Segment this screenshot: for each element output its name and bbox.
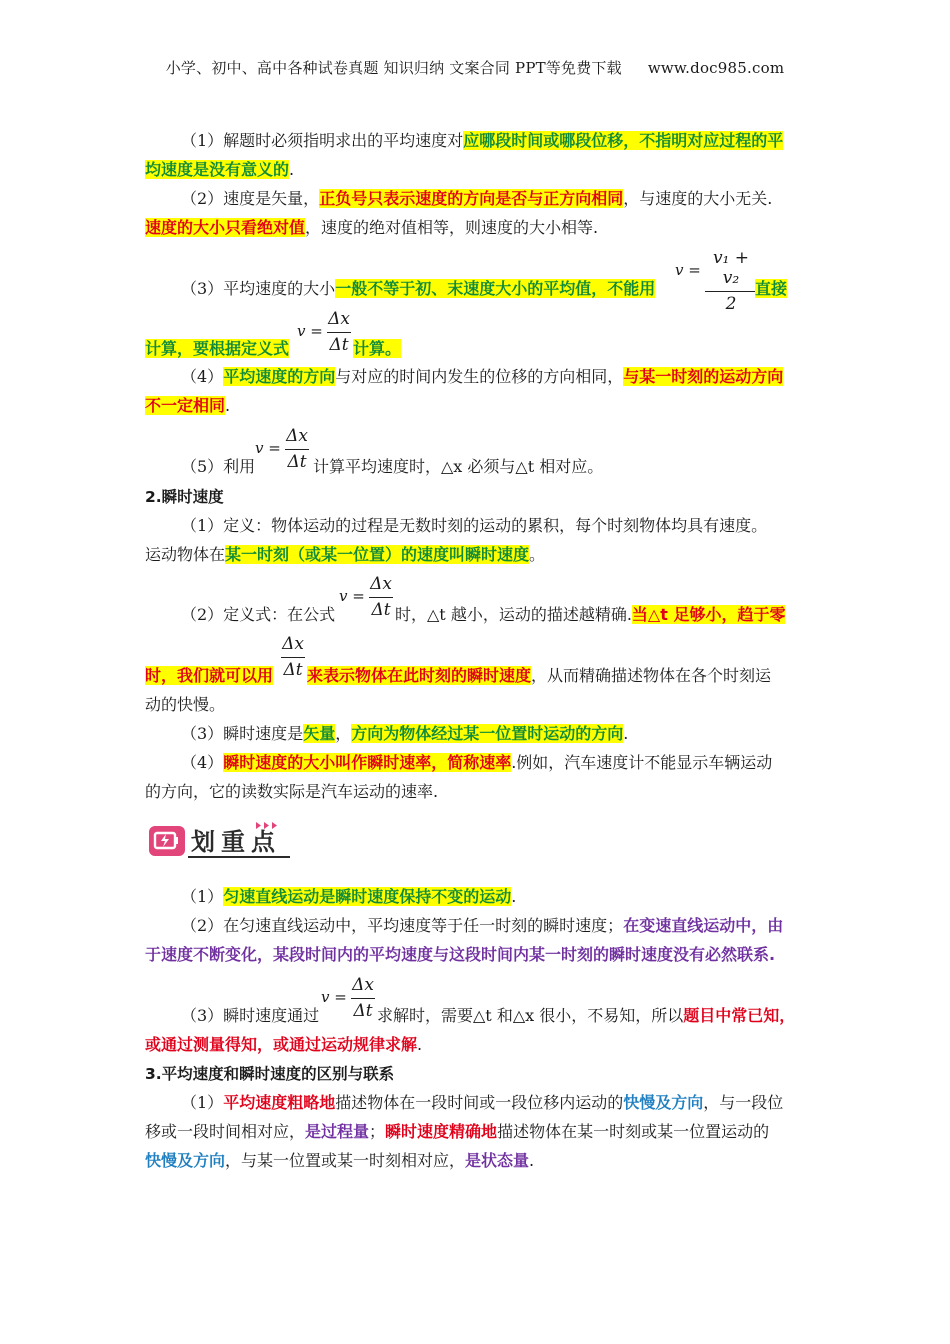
- highlight: 速度的大小只看绝对值: [145, 218, 306, 237]
- inst-p2-line1-tail: [395, 604, 785, 626]
- emphasis: 瞬时速度精确地: [385, 1122, 498, 1141]
- inst-p2-line3: [145, 694, 225, 716]
- key-p2-line1: [181, 915, 783, 937]
- key-points-logo: [148, 820, 293, 862]
- avg-p3-line1: [181, 278, 655, 300]
- diff-p1-line3: [145, 1150, 534, 1172]
- text: .: [225, 396, 231, 415]
- highlight: 正负号只表示速度的方向是否与正方向相同: [319, 189, 624, 208]
- highlight: 均速度是没有意义的: [145, 160, 290, 179]
- highlight: 与某一时刻的运动方向: [623, 367, 784, 386]
- formula-denominator: 2: [725, 294, 737, 314]
- page-header: [0, 57, 950, 78]
- header-text: 小学、初中、高中各种试卷真题 知识归纳 文案合同 PPT等免费下载: [165, 59, 622, 77]
- text: （5）利用: [181, 457, 256, 476]
- text: ，与某一位置或某一时刻相对应，: [225, 1151, 466, 1170]
- text: （3）瞬时速度通过: [181, 1006, 320, 1025]
- text: （2）在匀速直线运动中，平均速度等于任一时刻的瞬时速度；: [181, 916, 624, 935]
- formula-denominator: Δt: [283, 660, 303, 680]
- inst-p2-line2: [145, 665, 273, 687]
- text: 的方向，它的读数实际是汽车运动的速率.: [145, 782, 439, 801]
- inst-p3-line: [181, 723, 628, 745]
- formula-definition: [297, 309, 351, 355]
- text: .例如，汽车速度计不能显示车辆运动: [511, 753, 773, 772]
- emphasis: 在变速直线运动中，由: [623, 916, 784, 935]
- text: 动的快慢。: [145, 695, 226, 714]
- emphasis: 快慢及方向: [145, 1151, 226, 1170]
- highlight: 直接: [755, 279, 788, 298]
- formula-numerator: Δx: [352, 975, 374, 995]
- emphasis: 快慢及方向: [623, 1093, 704, 1112]
- avg-p1-line1: [181, 130, 783, 152]
- avg-p3-tail: [755, 278, 787, 300]
- formula-denominator: Δt: [287, 452, 307, 472]
- inst-p1-line2: [145, 544, 545, 566]
- fraction-bar: [351, 998, 375, 999]
- text: .: [529, 1151, 535, 1170]
- formula-lhs: v =: [675, 261, 701, 279]
- highlight: 瞬时速度的大小叫作瞬时速率，简称速率: [223, 753, 512, 772]
- text: 运动物体在: [145, 545, 226, 564]
- formula-lhs: v =: [297, 322, 323, 340]
- fraction-bar: [285, 449, 309, 450]
- inst-p4-line2: [145, 781, 438, 803]
- highlight: 当△t 足够小，趋于零: [631, 605, 786, 624]
- section-title-instantaneous: 2.瞬时速度: [145, 488, 224, 506]
- fraction-bar: [281, 657, 305, 658]
- text: .: [623, 724, 629, 743]
- emphasis: 于速度不断变化，某段时间内的平均速度与这段时间内某一时刻的瞬时速度没有必然联系.: [145, 945, 776, 964]
- text: ，速度的绝对值相等，则速度的大小相等.: [305, 218, 599, 237]
- text: 求解时，需要△t 和△x 很小，不易知，所以: [377, 1006, 684, 1025]
- text: ，从而精确描述物体在各个时刻运: [531, 666, 772, 685]
- text: ，与一段位: [703, 1093, 784, 1112]
- text: 与对应的时间内发生的位移的方向相同，: [335, 367, 624, 386]
- inst-p1-line1: [181, 515, 767, 537]
- avg-p5-line: [181, 456, 255, 478]
- formula-lhs: v =: [321, 988, 347, 1006]
- avg-p2-line2: [145, 217, 598, 239]
- highlight: 某一时刻（或某一位置）的速度叫瞬时速度: [225, 545, 530, 564]
- formula-avg-endpoints: [675, 248, 757, 314]
- formula-numerator: Δx: [328, 309, 350, 329]
- text: （2）定义式：在公式: [181, 605, 336, 624]
- formula-inst-definition: [339, 574, 393, 620]
- key-p2-line2: [145, 944, 775, 966]
- highlight: 应哪段时间或哪段位移，: [463, 131, 640, 150]
- key-p3-line1-tail: [377, 1005, 795, 1027]
- text: （1）: [181, 887, 224, 906]
- avg-p2-line1: [181, 188, 772, 210]
- section-title-difference: 3.平均速度和瞬时速度的区别与联系: [145, 1065, 395, 1083]
- formula-denominator: Δt: [371, 600, 391, 620]
- diff-p1-line1: [181, 1092, 783, 1114]
- emphasis: 是状态量: [465, 1151, 530, 1170]
- formula-denominator: Δt: [353, 1001, 373, 1021]
- avg-p3-line2-tail: [353, 338, 401, 360]
- formula-numerator: Δx: [286, 426, 308, 446]
- text: 移或一段时间相对应，: [145, 1122, 306, 1141]
- inst-p2-line2-tail: [307, 665, 771, 687]
- fraction-bar: [369, 597, 393, 598]
- avg-p4-line1: [181, 366, 783, 388]
- formula-lhs: v =: [255, 439, 281, 457]
- text: 描述物体在一段时间或一段位移内运动的: [335, 1093, 624, 1112]
- highlight: 来表示物体在此时刻的瞬时速度: [307, 666, 532, 685]
- highlight: 匀速直线运动是瞬时速度保持不变的运动: [223, 887, 512, 906]
- inst-p2-line1: [181, 604, 335, 626]
- highlight: 矢量: [303, 724, 336, 743]
- text: 。: [529, 545, 546, 564]
- emphasis: 题目中常已知，: [683, 1006, 796, 1025]
- formula-key: [321, 975, 375, 1021]
- diff-p1-line2: [145, 1121, 769, 1143]
- highlight: 计算。: [353, 339, 402, 358]
- text: 计算平均速度时，△x 必须与△t 相对应。: [313, 457, 604, 476]
- text: ，: [335, 724, 352, 743]
- text: （1）定义：物体运动的过程是无数时刻的运动的累积，每个时刻物体均具有速度。: [181, 516, 768, 535]
- formula-lhs: v =: [339, 587, 365, 605]
- avg-p5-tail: [313, 456, 603, 478]
- formula-numerator: v₁ + v₂: [712, 248, 750, 288]
- emphasis: 或通过测量得知，或通过运动规律求解: [145, 1035, 418, 1054]
- text: 时，△t 越小，运动的描述越精确.: [395, 605, 632, 624]
- avg-p1-line2: [145, 159, 294, 181]
- header-site: www.doc985.com: [647, 59, 785, 77]
- text: 描述物体在某一时刻或某一位置运动的: [497, 1122, 770, 1141]
- fraction-bar: [705, 291, 757, 292]
- formula-numerator: Δx: [370, 574, 392, 594]
- text: （3）平均速度的大小: [181, 279, 336, 298]
- highlight: 计算，要根据定义式: [145, 339, 290, 358]
- fraction-bar: [327, 332, 351, 333]
- inst-p4-line1: [181, 752, 772, 774]
- text: （4）: [181, 367, 224, 386]
- highlight: 不一定相同: [145, 396, 226, 415]
- text: （3）瞬时速度是: [181, 724, 304, 743]
- text: （2）速度是矢量，: [181, 189, 320, 208]
- highlight: 一般不等于初、末速度大小的平均值，不能用: [335, 279, 656, 298]
- highlight: 平均速度的方向: [223, 367, 336, 386]
- text: .: [511, 887, 517, 906]
- text: （1）解题时必须指明求出的平均速度对: [181, 131, 464, 150]
- emphasis: 平均速度粗略地: [223, 1093, 336, 1112]
- key-p3-line2: [145, 1034, 422, 1056]
- battery-tip: [175, 837, 178, 844]
- highlight: 方向为物体经过某一位置时运动的方向: [351, 724, 624, 743]
- formula-denominator: Δt: [329, 335, 349, 355]
- text: .: [289, 160, 295, 179]
- text: .: [417, 1035, 423, 1054]
- text: （4）: [181, 753, 224, 772]
- avg-p3-line2: [145, 338, 289, 360]
- text: ，与速度的大小无关.: [623, 189, 773, 208]
- text: ；: [369, 1122, 386, 1141]
- key-p1-line: [181, 886, 516, 908]
- emphasis: 是过程量: [305, 1122, 370, 1141]
- formula-numerator: Δx: [282, 634, 304, 654]
- formula-avg-usage: [255, 426, 309, 472]
- logo-text: 划重点: [191, 828, 281, 856]
- key-p3-line1: [181, 1005, 319, 1027]
- formula-inst-fraction: [281, 634, 305, 680]
- avg-p4-line2: [145, 395, 230, 417]
- text: （1）: [181, 1093, 224, 1112]
- highlight: 不指明对应过程的平: [639, 131, 784, 150]
- highlight: 时，我们就可以用: [145, 666, 274, 685]
